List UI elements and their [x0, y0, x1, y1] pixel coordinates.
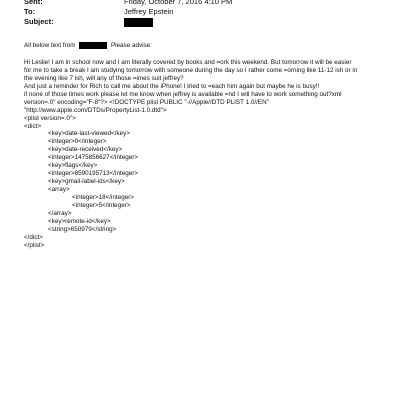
- sent-value: Friday, October 7, 2016 4:10 PM: [124, 0, 233, 6]
- plist-line: </dict>: [24, 233, 43, 241]
- plist-line: <integer>18</integer>: [72, 193, 134, 201]
- intro-line: [24, 42, 394, 50]
- redaction-block: [124, 18, 153, 27]
- intro-post-text: Please advise:: [110, 42, 152, 50]
- plist-line: <key>date-received</key>: [48, 146, 123, 154]
- to-value: Jeffrey Epstein: [124, 7, 174, 16]
- body-line: Hi Leslie! I am in school now and I am literally covered by books and =ork this weekend. But tomorrow it will be easier: [24, 59, 352, 66]
- subject-value-redaction: [124, 17, 153, 27]
- body-line: <plist version=.0">: [24, 114, 76, 122]
- body-line: version=.0" encoding="F-8"?> <!DOCTYPE plist PUBLIC "-//Apple//DTD PLIST 1.0//EN": [24, 98, 269, 106]
- plist-line: <key>flags</key>: [48, 162, 98, 170]
- plist-line: <key>date-last-viewed</key>: [48, 130, 130, 138]
- plist-line: <key>gmail-label-ids</key>: [48, 178, 125, 186]
- body-line: the evening like 7 ish, will any of those =imes suit jeffrey?: [24, 74, 184, 82]
- message-body: [24, 59, 394, 250]
- body-line: "http://www.apple.com/DTDs/PropertyList-1.0.dtd">: [24, 106, 167, 114]
- plist-line: <integer>5</integer>: [72, 201, 131, 209]
- plist-line: <string>650979</string>: [48, 225, 117, 233]
- plist-line: </array>: [48, 209, 72, 217]
- body-line: for me to take a break I am studying tomorrow with someone during the day so I rather come =orning like 11-12 ish or in: [24, 66, 358, 74]
- intro-pre-text: All below text from: [24, 42, 76, 50]
- plist-line: <integer>8590195713</integer>: [48, 170, 138, 178]
- plist-line: <array>: [48, 186, 70, 193]
- plist-line: <dict>: [24, 122, 42, 130]
- redaction-block: [79, 42, 107, 49]
- plist-line: <integer>1475856627</integer>: [48, 154, 138, 162]
- sent-label: Sent:: [24, 0, 43, 6]
- plist-line: <key>remote-id</key>: [48, 217, 111, 225]
- subject-label: Subject:: [24, 17, 54, 26]
- plist-line: <integer>0</integer>: [48, 138, 107, 146]
- body-line: if none of those times work please let me know when jeffrey is available =nd I will have to work something out?xml: [24, 90, 342, 98]
- to-label: To:: [24, 7, 36, 16]
- plist-line: </plist>: [24, 241, 45, 249]
- body-line: And just a reminder for Rich to call me about the iPhone! I tried to =each him again but maybe he is busy!!: [24, 82, 320, 90]
